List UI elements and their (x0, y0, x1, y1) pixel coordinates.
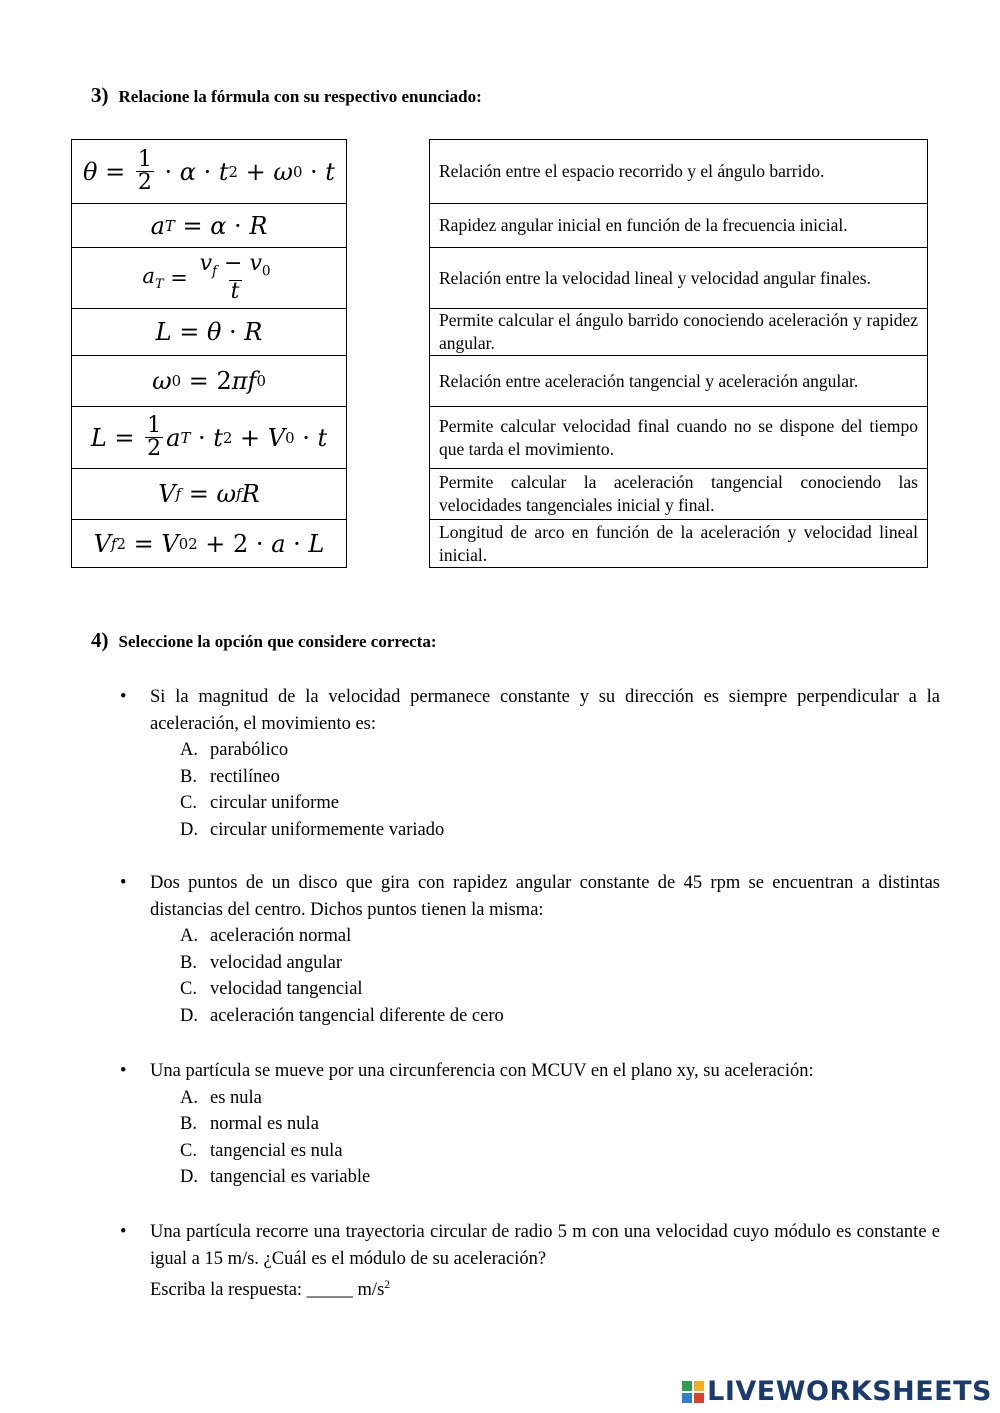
question-2 (120, 870, 940, 1029)
formula-cell[interactable]: V f 2 = V 0 2 + 2 · a · L (72, 519, 346, 567)
formula-cell[interactable]: V f = ω f R (72, 468, 346, 519)
bullet: • (120, 1061, 127, 1081)
statement-cell[interactable]: Relación entre la velocidad lineal y velocidad angular finales. (430, 247, 927, 308)
statement-cell[interactable]: Permite calcular el ángulo barrido conociendo aceleración y rapidez angular. (430, 308, 927, 355)
formula-cell[interactable]: ω 0 = 2 π f 0 (72, 355, 346, 406)
option-a[interactable]: A. es nula (180, 1087, 262, 1108)
brand-name: LIVEWORKSHEETS (707, 1376, 992, 1407)
statement-cell[interactable]: Relación entre aceleración tangencial y aceleración angular. (430, 355, 927, 406)
question-3 (120, 1058, 940, 1191)
question-1 (120, 684, 940, 843)
option-c[interactable]: C. velocidad tangencial (180, 979, 363, 999)
option-a[interactable]: A. aceleración normal (180, 926, 352, 946)
formula-cell[interactable]: a T = α · R (72, 203, 346, 247)
section-number: 3) (91, 83, 109, 107)
option-b[interactable]: B. velocidad angular (180, 952, 343, 973)
answer-unit-exponent: 2 (384, 1279, 391, 1291)
option-a[interactable]: A. parabólico (180, 740, 289, 760)
statement-table (429, 139, 928, 568)
section-number: 4) (91, 628, 109, 652)
statement-cell[interactable]: Permite calcular velocidad final cuando no se dispone del tiempo que tarda el movimiento. (430, 406, 927, 468)
option-b[interactable]: B. rectilíneo (180, 766, 280, 787)
question-stem: Una partícula recorre una trayectoria circular de radio 5 m con una velocidad cuyo módulo es constante e igual a 15 m/s. ¿Cuál es el módulo de su aceleración? (150, 1222, 940, 1269)
formula-cell[interactable]: $a_T$ = $\frac{v_f - v_0}{t}$ (72, 247, 346, 308)
answer-label: Escriba la respuesta: (150, 1280, 303, 1301)
option-b[interactable]: B. normal es nula (180, 1114, 319, 1134)
answer-unit: m/s (357, 1280, 385, 1301)
bullet: • (120, 873, 127, 893)
section-4-heading (91, 628, 437, 653)
statement-cell[interactable]: Longitud de arco en función de la aceleración y velocidad lineal inicial. (430, 519, 927, 567)
statement-cell[interactable]: Rapidez angular inicial en función de la frecuencia inicial. (430, 203, 927, 247)
logo-mark-icon (682, 1381, 704, 1403)
question-stem: Si la magnitud de la velocidad permanece constante y su dirección es siempre perpendicular a la aceleración, el movimiento es: (150, 687, 940, 734)
section-title: Seleccione la opción que considere correcta: (118, 632, 437, 651)
question-stem: Dos puntos de un disco que gira con rapidez angular constante de 45 rpm se encuentran a distintas distancias del centro. Dichos puntos tienen la misma: (150, 873, 940, 920)
answer-blank[interactable]: _____ (306, 1280, 353, 1301)
formula-cell[interactable]: L = θ · R (72, 308, 346, 355)
bullet: • (120, 1222, 127, 1242)
option-d[interactable]: D. tangencial es variable (180, 1167, 371, 1187)
question-4 (120, 1219, 940, 1304)
option-d[interactable]: D. aceleración tangencial diferente de cero (180, 1005, 504, 1026)
bullet: • (120, 687, 127, 707)
option-c[interactable]: C. tangencial es nula (180, 1140, 343, 1161)
statement-cell[interactable]: Relación entre el espacio recorrido y el ángulo barrido. (439, 161, 825, 182)
option-d[interactable]: D. circular uniformemente variado (180, 819, 445, 840)
statement-cell[interactable]: Permite calcular la aceleración tangencial conociendo las velocidades tangenciales inicial y final. (430, 468, 927, 519)
formula-table (71, 139, 347, 568)
answer-line (150, 1272, 940, 1304)
liveworksheets-logo (682, 1376, 992, 1407)
section-3-heading (91, 83, 482, 108)
formula-cell[interactable]: θ = $\frac{1}{2}$ · α · t 2 + ω 0 · t (83, 147, 335, 195)
option-c[interactable]: C. circular uniforme (180, 793, 339, 813)
section-title: Relacione la fórmula con su respectivo enunciado: (118, 87, 482, 106)
formula-cell[interactable]: L = $\frac{1}{2}$ a T · t 2 + V 0 · t (72, 406, 346, 468)
question-stem: Una partícula se mueve por una circunferencia con MCUV en el plano xy, su aceleración: (150, 1061, 814, 1081)
